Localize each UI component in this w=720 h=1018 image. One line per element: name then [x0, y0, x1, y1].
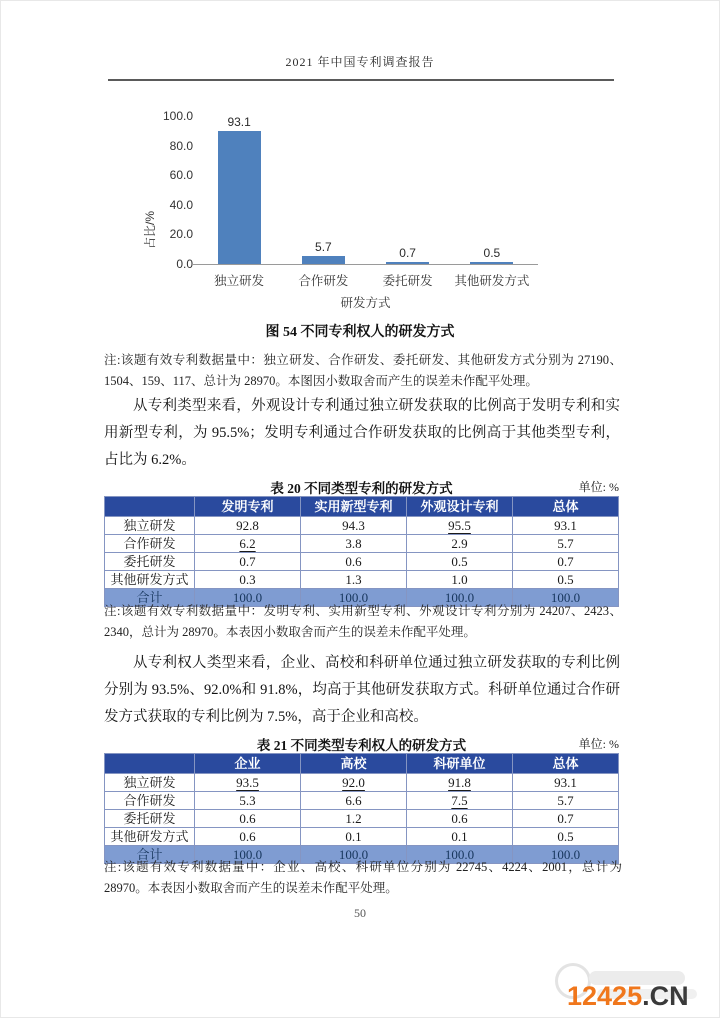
table-row — [105, 553, 619, 571]
body-paragraph-1: 从专利类型来看，外观设计专利通过独立研发获取的比例高于发明专利和实用新型专利，为 95.5%；发明专利通过合作研发获取的比例高于其他类型专利，占比为 6.2%。 — [104, 398, 620, 468]
table-cell: 100.0 — [407, 846, 513, 864]
table-header-cell: 企业 — [195, 754, 301, 774]
x-tick-label: 委托研发 — [382, 274, 433, 288]
table-row — [105, 792, 619, 810]
table-cell: 92.8 — [195, 517, 301, 535]
table-header-cell — [105, 497, 195, 517]
table-header-cell — [105, 754, 195, 774]
table-cell: 5.7 — [512, 792, 618, 810]
table-cell: 94.3 — [301, 517, 407, 535]
table-header-cell: 科研单位 — [407, 754, 513, 774]
chart-y-axis-ticks — [151, 109, 193, 271]
bar-group — [197, 116, 281, 264]
table-cell: 100.0 — [512, 589, 618, 607]
bar-data-label: 93.1 — [227, 115, 251, 129]
table-header-cell: 发明专利 — [195, 497, 301, 517]
header-divider — [108, 79, 614, 81]
watermark-site-text — [567, 981, 689, 1012]
chart-plot-area — [197, 116, 534, 264]
table-cell: 0.5 — [512, 828, 618, 846]
table-cell: 6.2 — [195, 535, 301, 553]
table-cell: 0.6 — [195, 828, 301, 846]
page-header-title: 2021 年中国专利调查报告 — [285, 55, 435, 69]
table21-title-bar — [104, 734, 619, 752]
row-label-cell: 独立研发 — [105, 774, 195, 792]
watermark — [553, 963, 713, 1015]
table20-unit-label: 单位: % — [578, 480, 619, 494]
table20-note: 注:该题有效专利数据量中：发明专利、实用新型专利、外观设计专利分别为 24207、2423、2340，总计为 28970。本表因小数取舍而产生的误差未作配平处理。 — [104, 604, 622, 639]
table-header-cell: 外观设计专利 — [407, 497, 513, 517]
table-cell: 1.0 — [407, 571, 513, 589]
row-label-cell: 其他研发方式 — [105, 571, 195, 589]
table-cell: 100.0 — [512, 846, 618, 864]
row-label-cell: 委托研发 — [105, 810, 195, 828]
chart-x-axis-title: 研发方式 — [340, 296, 391, 310]
y-tick-label: 20.0 — [169, 227, 193, 242]
figure-caption: 图 54 不同专利权人的研发方式 — [265, 325, 455, 340]
row-label-cell: 合计 — [105, 846, 195, 864]
table-cell: 0.1 — [407, 828, 513, 846]
table-cell: 91.8 — [407, 774, 513, 792]
bar-chart-figure-54 — [139, 99, 559, 313]
row-label-cell: 合计 — [105, 589, 195, 607]
table-row — [105, 571, 619, 589]
y-tick-label: 0.0 — [176, 257, 193, 271]
watermark-number: 12425 — [567, 981, 643, 1011]
table21-title: 表 21 不同类型专利权人的研发方式 — [256, 738, 467, 753]
figure-note: 注:该题有效专利数据量中：独立研发、合作研发、委托研发、其他研发方式分别为 27190、1504、159、117、总计为 28970。本图因小数取舍而产生的误差未作配平处理。 — [104, 353, 622, 388]
table-cell: 0.6 — [195, 810, 301, 828]
table-cell: 0.1 — [301, 828, 407, 846]
x-tick-label: 独立研发 — [214, 274, 265, 288]
table21 — [104, 753, 619, 864]
table-cell: 93.1 — [512, 517, 618, 535]
table-header-cell: 高校 — [301, 754, 407, 774]
row-label-cell: 合作研发 — [105, 792, 195, 810]
body-paragraph-2: 从专利权人类型来看，企业、高校和科研单位通过独立研发获取的专利比例分别为 93.5%、92.0%和 91.8%，均高于其他研发获取方式。科研单位通过合作研发方式获取的专利比例为 7.5%，高于企业和高校。 — [104, 655, 620, 725]
bar-group — [366, 116, 450, 264]
chart-bars — [197, 116, 534, 264]
page-number: 50 — [354, 906, 366, 920]
x-tick-label: 合作研发 — [298, 274, 349, 288]
chart-x-axis-line — [193, 264, 538, 265]
table-cell: 0.5 — [512, 571, 618, 589]
table21-note: 注:该题有效专利数据量中：企业、高校、科研单位分别为 22745、4224、2001，总计为 28970。本表因小数取舍而产生的误差未作配平处理。 — [104, 860, 622, 895]
bar-group — [450, 116, 534, 264]
table-cell: 5.7 — [512, 535, 618, 553]
table-cell: 100.0 — [407, 589, 513, 607]
y-tick-label: 60.0 — [169, 168, 193, 183]
table-cell: 3.8 — [301, 535, 407, 553]
chart-y-axis-title: 占比/% — [143, 210, 157, 249]
table-row — [105, 535, 619, 553]
table-cell: 0.3 — [195, 571, 301, 589]
table-cell: 100.0 — [301, 846, 407, 864]
table-cell: 1.2 — [301, 810, 407, 828]
table-cell: 6.6 — [301, 792, 407, 810]
table-cell: 0.7 — [512, 553, 618, 571]
table-cell: 0.6 — [407, 810, 513, 828]
table-header-cell: 总体 — [512, 754, 618, 774]
row-label-cell: 委托研发 — [105, 553, 195, 571]
table-cell: 100.0 — [301, 589, 407, 607]
table-header-row — [105, 497, 619, 517]
table-cell: 100.0 — [195, 589, 301, 607]
table20-title-bar — [104, 477, 619, 495]
table-row — [105, 810, 619, 828]
table-cell: 100.0 — [195, 846, 301, 864]
table-cell: 95.5 — [407, 517, 513, 535]
table21-unit-label: 单位: % — [578, 737, 619, 751]
table-cell: 93.5 — [195, 774, 301, 792]
watermark-suffix: .CN — [642, 981, 689, 1011]
chart-x-axis-ticks — [197, 271, 534, 289]
bar-data-label: 5.7 — [315, 239, 332, 254]
table-header-row — [105, 754, 619, 774]
y-tick-label: 80.0 — [169, 138, 193, 153]
table-cell: 92.0 — [301, 774, 407, 792]
row-label-cell: 合作研发 — [105, 535, 195, 553]
x-tick-label: 其他研发方式 — [454, 274, 530, 288]
bar — [302, 256, 345, 264]
table-cell: 0.5 — [407, 553, 513, 571]
table-row — [105, 517, 619, 535]
y-tick-label: 40.0 — [169, 197, 193, 212]
table-cell: 0.7 — [195, 553, 301, 571]
table-cell: 7.5 — [407, 792, 513, 810]
bar-group — [281, 116, 365, 264]
row-label-cell: 其他研发方式 — [105, 828, 195, 846]
table-cell: 2.9 — [407, 535, 513, 553]
table20-title: 表 20 不同类型专利的研发方式 — [270, 481, 453, 496]
table-header-cell: 实用新型专利 — [301, 497, 407, 517]
table-cell: 5.3 — [195, 792, 301, 810]
bar-data-label: 0.7 — [399, 246, 416, 260]
bar — [218, 131, 261, 264]
table-header-cell: 总体 — [512, 497, 618, 517]
table-cell: 0.6 — [301, 553, 407, 571]
table-row — [105, 774, 619, 792]
table-cell: 1.3 — [301, 571, 407, 589]
y-tick-label: 100.0 — [162, 109, 193, 123]
table-cell: 0.7 — [512, 810, 618, 828]
bar-data-label: 0.5 — [483, 246, 501, 260]
table-cell: 93.1 — [512, 774, 618, 792]
table20 — [104, 496, 619, 607]
row-label-cell: 独立研发 — [105, 517, 195, 535]
table-row — [105, 828, 619, 846]
